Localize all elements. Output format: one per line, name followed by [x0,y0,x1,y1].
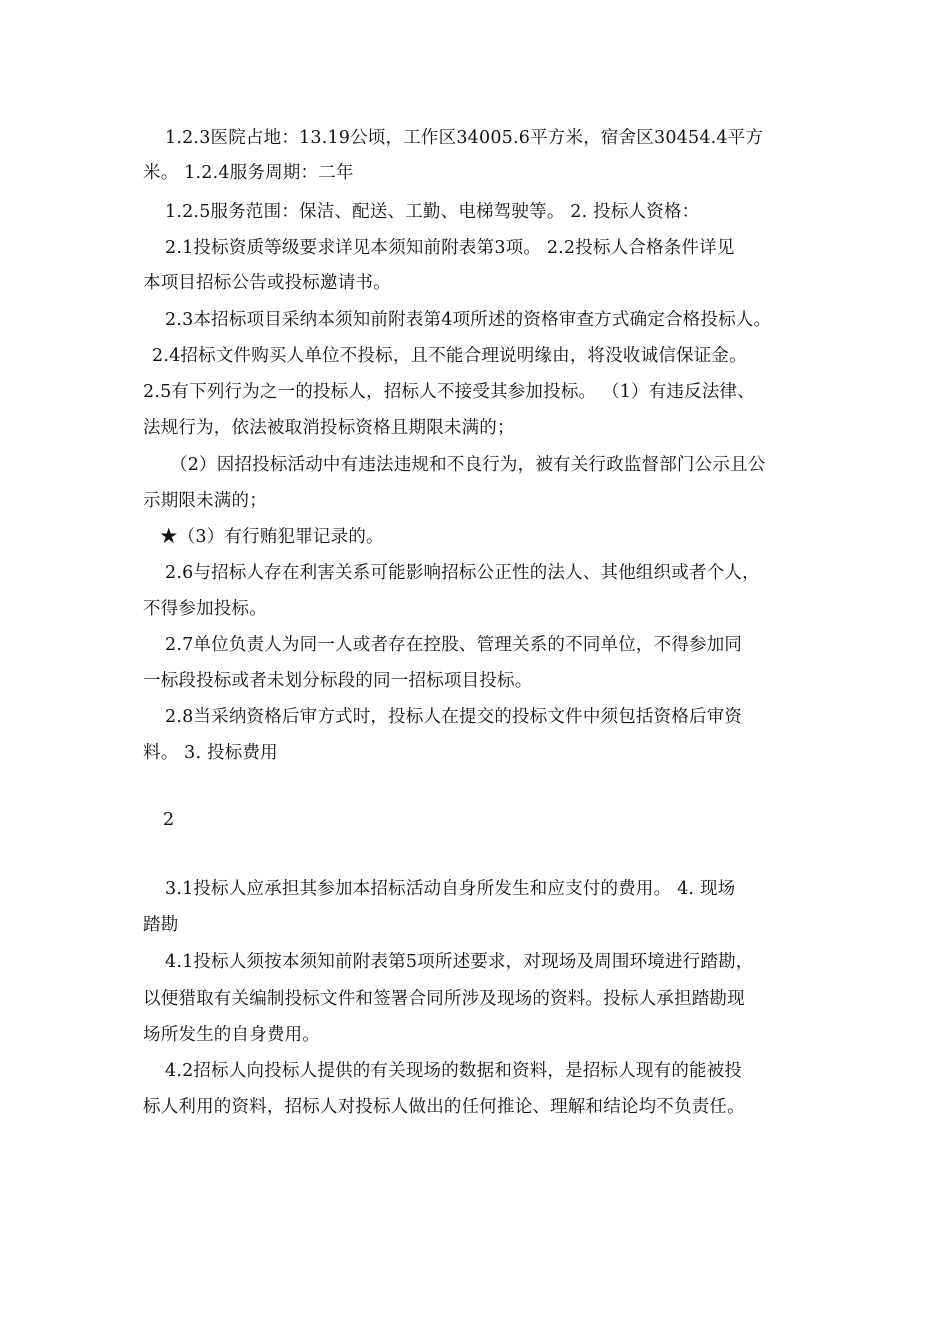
text-line: 料。 3. 投标费用 [143,743,278,763]
text-line: 一标段投标或者未划分标段的同一招标项目投标。 [143,671,533,691]
text-line: 法规行为，依法被取消投标资格且期限未满的； [143,418,515,438]
text-line: 2.7单位负责人为同一人或者存在控股、管理关系的不同单位，不得参加同 [165,635,743,655]
text-line: 本项目招标公告或投标邀请书。 [143,273,391,293]
text-line: 场所发生的自身费用。 [143,1025,320,1045]
text-line: 示期限未满的； [143,491,267,511]
page-number: 2 [163,810,175,830]
text-line: 踏勘 [143,915,179,935]
text-line: 标人利用的资料，招标人对投标人做出的任何推论、理解和结论均不负责任。 [143,1097,745,1117]
text-line: 3.1投标人应承担其参加本招标活动自身所发生和应支付的费用。 4. 现场 [165,879,736,899]
text-line: 2.8当采纳资格后审方式时，投标人在提交的投标文件中须包括资格后审资 [165,707,743,727]
text-line: 2.4招标文件购买人单位不投标，且不能合理说明缘由，将没收诚信保证金。 [152,346,747,366]
text-line: 2.6与招标人存在利害关系可能影响招标公正性的法人、其他组织或者个人， [165,563,760,583]
text-line: （2）因招投标活动中有违法违规和不良行为，被有关行政监督部门公示且公 [170,455,766,475]
text-line: 米。 1.2.4服务周期：二年 [143,163,354,183]
text-line: 4.1投标人须按本须知前附表第5项所述要求，对现场及周围环境进行踏勘， [165,952,754,972]
text-line: 以便猎取有关编制投标文件和签署合同所涉及现场的资料。投标人承担踏勘现 [143,989,745,1009]
text-line: ★（3）有行贿犯罪记录的。 [160,527,384,547]
text-line: 2.3本招标项目采纳本须知前附表第4项所述的资格审查方式确定合格投标人。 [165,310,772,330]
text-line: 2.1投标资质等级要求详见本须知前附表第3项。 2.2投标人合格条件详见 [165,238,735,258]
text-line: 4.2招标人向投标人提供的有关现场的数据和资料，是招标人现有的能被投 [165,1061,743,1081]
text-line: 不得参加投标。 [143,599,267,619]
text-line: 2.5有下列行为之一的投标人，招标人不接受其参加投标。 （1）有违反法律、 [143,382,755,402]
text-line: 1.2.3医院占地：13.19公顷，工作区34005.6平方米，宿舍区30454.4平方 [165,128,764,148]
text-line: 1.2.5服务范围：保洁、配送、工勤、电梯驾驶等。 2. 投标人资格： [165,202,700,222]
